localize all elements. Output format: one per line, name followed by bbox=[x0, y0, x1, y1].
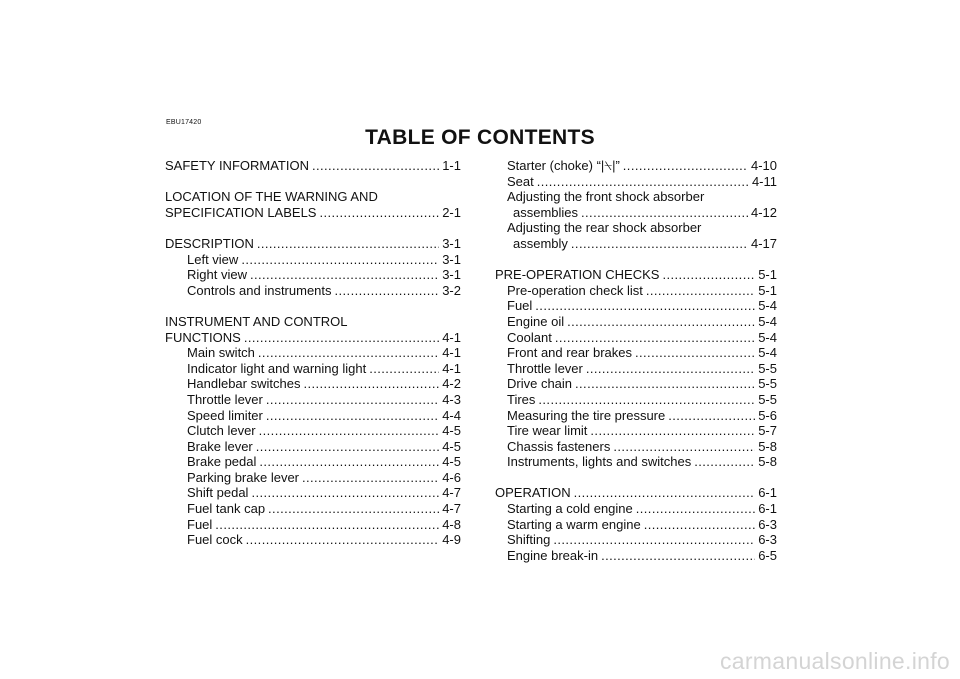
entry-page: 5-1 bbox=[758, 282, 777, 298]
toc-entry-warning-labels-line1[interactable]: LOCATION OF THE WARNING AND bbox=[165, 189, 378, 205]
entry-page: 5-8 bbox=[758, 454, 777, 470]
entry-page: 3-1 bbox=[442, 251, 461, 267]
entry-page: 4-7 bbox=[442, 501, 461, 517]
toc-entry-instrument-control[interactable] bbox=[165, 330, 461, 346]
toc-subentry-handlebar-switches[interactable] bbox=[165, 376, 461, 392]
toc-entry-instrument-control-line1[interactable]: INSTRUMENT AND CONTROL bbox=[165, 313, 348, 329]
dot-leader bbox=[613, 439, 755, 455]
dot-leader bbox=[266, 392, 439, 408]
entry-title: Seat bbox=[507, 173, 534, 189]
dot-leader bbox=[319, 205, 439, 221]
entry-page: 4-6 bbox=[442, 469, 461, 485]
toc-subentry-tires[interactable] bbox=[495, 392, 777, 408]
dot-leader bbox=[259, 423, 440, 439]
entry-title: Brake lever bbox=[187, 438, 253, 454]
entry-title: Measuring the tire pressure bbox=[507, 407, 666, 423]
entry-page: 6-3 bbox=[758, 516, 777, 532]
entry-page: 3-1 bbox=[442, 235, 461, 251]
entry-page: 5-4 bbox=[758, 313, 777, 329]
dot-leader bbox=[537, 174, 749, 190]
dot-leader bbox=[266, 408, 439, 424]
toc-subentry-warm-engine[interactable] bbox=[495, 517, 777, 533]
entry-page: 5-4 bbox=[758, 345, 777, 361]
dot-leader bbox=[574, 485, 756, 501]
dot-leader bbox=[215, 517, 439, 533]
dot-leader bbox=[590, 423, 755, 439]
toc-subentry-clutch-lever[interactable] bbox=[165, 423, 461, 439]
toc-subentry-controls-instruments[interactable] bbox=[165, 283, 461, 299]
toc-subentry-shift-pedal[interactable] bbox=[165, 485, 461, 501]
entry-page: 5-5 bbox=[758, 360, 777, 376]
entry-title: Instruments, lights and switches bbox=[507, 454, 692, 470]
entry-page: 4-17 bbox=[750, 235, 777, 251]
toc-subentry-brake-pedal[interactable] bbox=[165, 454, 461, 470]
document-code: EBU17420 bbox=[166, 119, 202, 126]
toc-subentry-rear-shock-line1[interactable]: Adjusting the rear shock absorber bbox=[507, 220, 702, 236]
entry-title: Starting a warm engine bbox=[507, 516, 641, 532]
entry-page: 4-7 bbox=[442, 485, 461, 501]
entry-title: Indicator light and warning light bbox=[187, 360, 367, 376]
dot-leader bbox=[553, 532, 755, 548]
dot-leader bbox=[668, 408, 755, 424]
entry-title: Fuel bbox=[187, 516, 213, 532]
toc-subentry-cold-engine[interactable] bbox=[495, 501, 777, 517]
entry-title: assembly bbox=[513, 235, 568, 251]
entry-title: Clutch lever bbox=[187, 423, 256, 439]
dot-leader bbox=[256, 439, 439, 455]
entry-title: Chassis fasteners bbox=[507, 438, 611, 454]
entry-page: 5-7 bbox=[758, 423, 777, 439]
toc-subentry-drive-chain[interactable] bbox=[495, 376, 777, 392]
toc-subentry-instruments-lights[interactable] bbox=[495, 454, 777, 470]
dot-leader bbox=[623, 158, 748, 174]
entry-page: 5-1 bbox=[758, 267, 777, 283]
dot-leader bbox=[335, 283, 440, 299]
entry-page: 4-3 bbox=[442, 391, 461, 407]
entry-title: Coolant bbox=[507, 329, 552, 345]
dot-leader bbox=[535, 298, 755, 314]
entry-title: Main switch bbox=[187, 345, 255, 361]
entry-page: 5-4 bbox=[758, 298, 777, 314]
entry-page: 4-4 bbox=[442, 407, 461, 423]
toc-subentry-rear-shock[interactable] bbox=[495, 236, 777, 252]
entry-title: Right view bbox=[187, 267, 247, 283]
toc-subentry-pre-operation-list[interactable] bbox=[495, 283, 777, 299]
dot-leader bbox=[571, 236, 748, 252]
toc-entry-operation[interactable] bbox=[495, 485, 777, 501]
entry-title: Left view bbox=[187, 251, 239, 267]
entry-page: 5-8 bbox=[758, 438, 777, 454]
entry-page: 4-2 bbox=[442, 376, 461, 392]
toc-subentry-coolant[interactable] bbox=[495, 330, 777, 346]
toc-entry-warning-labels[interactable] bbox=[165, 205, 461, 221]
entry-page: 4-1 bbox=[442, 329, 461, 345]
dot-leader bbox=[567, 314, 755, 330]
dot-leader bbox=[581, 205, 748, 221]
dot-leader bbox=[662, 267, 755, 283]
dot-leader bbox=[644, 517, 756, 533]
dot-leader bbox=[251, 485, 439, 501]
dot-leader bbox=[246, 532, 440, 548]
toc-subentry-fuel-tank-cap[interactable] bbox=[165, 501, 461, 517]
entry-title: Fuel cock bbox=[187, 532, 243, 548]
toc-subentry-fuel[interactable] bbox=[165, 517, 461, 533]
entry-page: 1-1 bbox=[442, 158, 461, 173]
entry-page: 4-9 bbox=[442, 532, 461, 548]
dot-leader bbox=[244, 330, 439, 346]
dot-leader bbox=[538, 392, 755, 408]
toc-subentry-engine-oil[interactable] bbox=[495, 314, 777, 330]
dot-leader bbox=[635, 345, 755, 361]
watermark: carmanualsonline.info bbox=[719, 648, 950, 674]
dot-leader bbox=[303, 376, 439, 392]
toc-subentry-starter-choke[interactable] bbox=[495, 158, 777, 174]
toc-subentry-fuel-check[interactable] bbox=[495, 298, 777, 314]
entry-title: Brake pedal bbox=[187, 454, 257, 470]
entry-page: 4-11 bbox=[751, 173, 777, 189]
entry-title: PRE-OPERATION CHECKS bbox=[495, 267, 660, 283]
entry-page: 5-5 bbox=[758, 376, 777, 392]
entry-page: 4-1 bbox=[442, 360, 461, 376]
entry-title: DESCRIPTION bbox=[165, 235, 254, 251]
dot-leader bbox=[241, 252, 439, 268]
entry-title: Shift pedal bbox=[187, 485, 249, 501]
entry-page: 6-5 bbox=[758, 547, 777, 563]
entry-title: Starter (choke) “|⍀|” bbox=[507, 158, 620, 173]
entry-title: Shifting bbox=[507, 532, 551, 548]
entry-page: 5-6 bbox=[758, 407, 777, 423]
toc-subentry-front-shock-line1[interactable]: Adjusting the front shock absorber bbox=[507, 189, 705, 205]
dot-leader bbox=[601, 548, 755, 564]
entry-title: Tire wear limit bbox=[507, 423, 588, 439]
toc-subentry-tire-pressure[interactable] bbox=[495, 408, 777, 424]
toc-subentry-front-shock[interactable] bbox=[495, 205, 777, 221]
entry-page: 3-2 bbox=[442, 282, 461, 298]
toc-subentry-main-switch[interactable] bbox=[165, 345, 461, 361]
dot-leader bbox=[312, 158, 439, 174]
dot-leader bbox=[258, 345, 439, 361]
toc-subentry-tire-wear-limit[interactable] bbox=[495, 423, 777, 439]
toc-subentry-chassis-fasteners[interactable] bbox=[495, 439, 777, 455]
entry-page: 3-1 bbox=[442, 267, 461, 283]
dot-leader bbox=[694, 454, 755, 470]
entry-page: 6-1 bbox=[758, 485, 777, 501]
entry-title: Starting a cold engine bbox=[507, 501, 633, 517]
dot-leader bbox=[636, 501, 755, 517]
toc-subentry-speed-limiter[interactable] bbox=[165, 408, 461, 424]
toc-entry-pre-operation-checks[interactable] bbox=[495, 267, 777, 283]
toc-subentry-front-rear-brakes[interactable] bbox=[495, 345, 777, 361]
toc-subentry-indicator-light[interactable] bbox=[165, 361, 461, 377]
entry-page: 4-5 bbox=[442, 423, 461, 439]
entry-title: SPECIFICATION LABELS bbox=[165, 204, 317, 220]
entry-title: Parking brake lever bbox=[187, 469, 299, 485]
toc-subentry-throttle-lever[interactable] bbox=[165, 392, 461, 408]
dot-leader bbox=[250, 267, 439, 283]
toc-subentry-seat[interactable] bbox=[495, 174, 777, 190]
entry-title: Tires bbox=[507, 391, 536, 407]
toc-entry-safety-information[interactable] bbox=[165, 158, 461, 174]
toc-left-column bbox=[165, 158, 461, 548]
entry-title: assemblies bbox=[513, 204, 579, 220]
entry-title: Controls and instruments bbox=[187, 282, 332, 298]
toc-subentry-left-view[interactable] bbox=[165, 252, 461, 268]
toc-subentry-engine-break-in[interactable] bbox=[495, 548, 777, 564]
entry-page: 5-5 bbox=[758, 391, 777, 407]
entry-title: Pre-operation check list bbox=[507, 282, 643, 298]
dot-leader bbox=[646, 283, 755, 299]
entry-title: Throttle lever bbox=[187, 391, 263, 407]
entry-title: FUNCTIONS bbox=[165, 329, 241, 345]
toc-subentry-brake-lever[interactable] bbox=[165, 439, 461, 455]
dot-leader bbox=[259, 454, 439, 470]
entry-page: 4-1 bbox=[442, 345, 461, 361]
entry-page: 4-12 bbox=[750, 204, 777, 220]
entry-page: 5-4 bbox=[758, 329, 777, 345]
toc-subentry-right-view[interactable] bbox=[165, 267, 461, 283]
toc-subentry-throttle-lever-check[interactable] bbox=[495, 361, 777, 377]
entry-title: Front and rear brakes bbox=[507, 345, 633, 361]
entry-title: Engine break-in bbox=[507, 547, 599, 563]
entry-page: 4-5 bbox=[442, 438, 461, 454]
entry-title: Handlebar switches bbox=[187, 376, 301, 392]
entry-page: 6-3 bbox=[758, 532, 777, 548]
toc-right-column bbox=[495, 158, 777, 563]
dot-leader bbox=[302, 470, 439, 486]
toc-subentry-shifting[interactable] bbox=[495, 532, 777, 548]
entry-title: OPERATION bbox=[495, 485, 571, 501]
entry-page: 2-1 bbox=[442, 204, 461, 220]
toc-entry-description[interactable] bbox=[165, 236, 461, 252]
dot-leader bbox=[369, 361, 439, 377]
entry-title: Engine oil bbox=[507, 313, 565, 329]
entry-page: 4-8 bbox=[442, 516, 461, 532]
entry-title: SAFETY INFORMATION bbox=[165, 158, 309, 173]
dot-leader bbox=[257, 236, 439, 252]
page-title: TABLE OF CONTENTS bbox=[365, 126, 595, 149]
dot-leader bbox=[586, 361, 755, 377]
entry-page: 4-10 bbox=[750, 158, 777, 173]
entry-title: Fuel tank cap bbox=[187, 501, 266, 517]
entry-page: 4-5 bbox=[442, 454, 461, 470]
entry-title: Speed limiter bbox=[187, 407, 263, 423]
entry-title: Throttle lever bbox=[507, 360, 583, 376]
entry-title: Drive chain bbox=[507, 376, 573, 392]
dot-leader bbox=[575, 376, 755, 392]
dot-leader bbox=[555, 330, 755, 346]
entry-page: 6-1 bbox=[758, 501, 777, 517]
entry-title: Fuel bbox=[507, 298, 533, 314]
dot-leader bbox=[268, 501, 439, 517]
toc-subentry-parking-brake-lever[interactable] bbox=[165, 470, 461, 486]
toc-subentry-fuel-cock[interactable] bbox=[165, 532, 461, 548]
